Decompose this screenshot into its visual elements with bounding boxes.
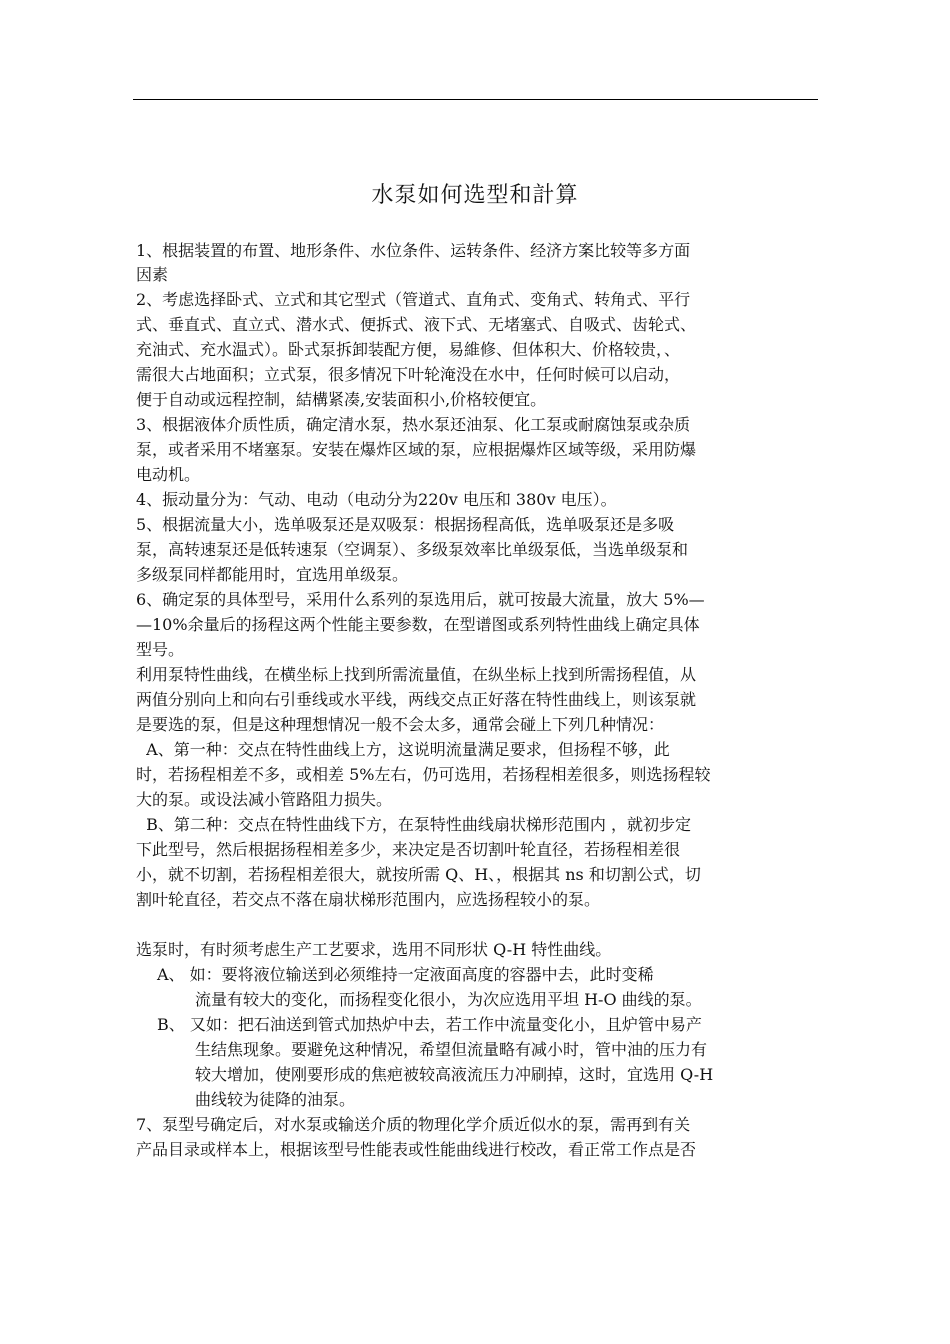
text-line: 电动机。 xyxy=(136,465,201,484)
text-line: 曲线较为徒降的油泵。 xyxy=(195,1090,356,1109)
text-line: 选泵时，有时须考虑生产工艺要求，选用不同形状 Q-H 特性曲线。 xyxy=(136,940,612,959)
text-line: 割叶轮直径，若交点不落在扇状梯形范围内，应选扬程较小的泵。 xyxy=(136,890,601,909)
text-line: 利用泵特性曲线，在横坐标上找到所需流量值，在纵坐标上找到所需扬程值，从 xyxy=(136,665,697,684)
list-marker-b: B、 又如：把石油送到管式加热炉中去，若工作中流量变化小，且炉管中易产 xyxy=(157,1015,702,1034)
list-marker-a: A、 如：要将液位输送到必须维持一定液面高度的容器中去，此时变稀 xyxy=(157,965,654,984)
text-line: 4、振动量分为：气动、电动（电动分为220v 电压和 380v 电压）。 xyxy=(136,490,617,509)
text-line: 因素 xyxy=(136,265,169,284)
text-line: B、第二种：交点在特性曲线下方，在泵特性曲线扇状梯形范围内 ，就初步定 xyxy=(136,815,692,834)
text-line: 式、垂直式、直立式、潜水式、便拆式、液下式、无堵塞式、自吸式、齿轮式、 xyxy=(136,315,697,334)
text-line: 生结焦现象。要避免这种情况，希望但流量略有减小时，管中油的压力有 xyxy=(195,1040,708,1059)
text-line: A、第一种：交点在特性曲线上方，这说明流量满足要求，但扬程不够，此 xyxy=(136,740,670,759)
text-line: 时，若扬程相差不多，或相差 5%左右，仍可选用，若扬程相差很多，则选扬程较 xyxy=(136,765,711,784)
text-line: 下此型号，然后根据扬程相差多少，来决定是否切割叶轮直径，若扬程相差很 xyxy=(136,840,681,859)
text-line: 需很大占地面积；立式泵，很多情况下叶轮淹没在水中，任何时候可以启动， xyxy=(136,365,681,384)
text-line: 产品目录或样本上，根据该型号性能表或性能曲线进行校改，看正常工作点是否 xyxy=(136,1140,697,1159)
text-line: 较大增加，使刚要形成的焦疤被较高液流压力冲刷掉，这时，宜选用 Q-H xyxy=(195,1065,714,1084)
text-line: 多级泵同样都能用时，宜选用单级泵。 xyxy=(136,565,409,584)
text-line: 大的泵。或设法减小管路阻力损失。 xyxy=(136,790,393,809)
text-line: 6、确定泵的具体型号，采用什么系列的泵选用后，就可按最大流量，放大 5%— xyxy=(136,590,705,609)
text-line: 2、考虑选择卧式、立式和其它型式（管道式、直角式、变角式、转角式、平行 xyxy=(136,290,691,309)
header-rule xyxy=(133,99,818,100)
text-line: 充油式、充水温式）。卧式泵拆卸装配方便，易維修、但体积大、价格较贵，、 xyxy=(136,340,681,359)
text-line: —10%余量后的扬程这两个性能主要参数，在型谱图或系列特性曲线上确定具体 xyxy=(136,615,700,634)
text-line: 流量有较大的变化，而扬程变化很小，为次应选用平坦 H-O 曲线的泵。 xyxy=(195,990,702,1009)
text-line: 泵，或者采用不堵塞泵。安装在爆炸区域的泵，应根据爆炸区域等级，采用防爆 xyxy=(136,440,697,459)
text-line: 型号。 xyxy=(136,640,185,659)
text-line: 两值分别向上和向右引垂线或水平线，两线交点正好落在特性曲线上，则该泵就 xyxy=(136,690,697,709)
page-title: 水泵如何选型和計算 xyxy=(371,183,579,208)
text-line: 便于自动或远程控制，結構紧凑,安装面积小,价格较便宜。 xyxy=(136,390,547,409)
text-line: 3、根据液体介质性质，确定清水泵，热水泵还油泵、化工泵或耐腐蚀泵或杂质 xyxy=(136,415,691,434)
text-line: 小，就不切割，若扬程相差很大，就按所需 Q、H、，根据其 ns 和切割公式，切 xyxy=(136,865,701,884)
text-line: 泵，高转速泵还是低转速泵（空调泵）、多级泵效率比单级泵低，当选单级泵和 xyxy=(136,540,689,559)
text-line: 1、根据装置的布置、地形条件、水位条件、运转条件、经济方案比较等多方面 xyxy=(136,241,691,260)
text-line: 5、根据流量大小，选单吸泵还是双吸泵：根据扬程高低，选单吸泵还是多吸 xyxy=(136,515,675,534)
text-line: 是要选的泵，但是这种理想情况一般不会太多，通常会碰上下列几种情况： xyxy=(136,715,665,734)
text-line: 7、泵型号确定后，对水泵或输送介质的物理化学介质近似水的泵，需再到有关 xyxy=(136,1115,691,1134)
